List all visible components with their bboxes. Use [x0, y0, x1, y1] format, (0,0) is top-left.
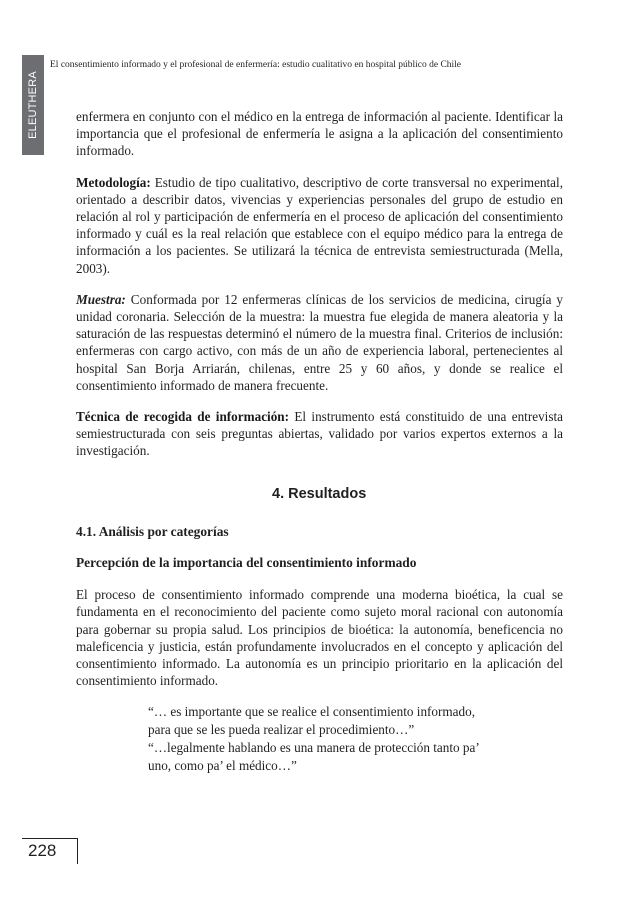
muestra-text: Conformada por 12 enfermeras clínicas de los servicios de medicina, cirugía y unidad coronaria. Selección de la muestra: la muestra fue elegida de manera aleatoria y la saturación de las respuestas determinó el número de la muestra final. Criterios de inclusión: enfermeras con cargo activo, con más de un año de experiencia laboral, pertenecientes al hospital San Borja Arriarán, chilenas, entre 25 y 60 años, y donde se realice el consentimiento informado de manera frecuente. — [76, 291, 563, 393]
metodologia-label: Metodología: — [76, 174, 151, 190]
section-title: 4. Resultados — [272, 485, 367, 502]
quote-line: para que se les pueda realizar el procedimiento…” — [148, 722, 415, 738]
quote-line: “… es importante que se realice el consentimiento informado, — [148, 704, 476, 720]
tecnica-paragraph — [76, 408, 563, 460]
running-head: El consentimiento informado y el profesional de enfermería: estudio cualitativo en hospital público de Chile — [50, 60, 462, 70]
tecnica-label: Técnica de recogida de información: — [76, 409, 290, 425]
quote-line: uno, como pa’ el médico…” — [148, 758, 297, 774]
body-paragraph: El proceso de consentimiento informado comprende una moderna bioética, la cual se fundamenta en el reconocimiento del paciente como sujeto moral racional con autonomía para gobernar su propia salud. Los principios de bioética: la autonomía, beneficencia no maleficencia y justicia, están profundamente involucrados en el concepto y aplicación del consentimiento informado. La autonomía es un principio prioritario en la aplicación del consentimiento informado. — [76, 587, 563, 689]
journal-name-vertical — [22, 55, 44, 155]
quote-line: “…legalmente hablando es una manera de protección tanto pa’ — [148, 740, 480, 756]
metodologia-paragraph — [76, 174, 563, 277]
metodologia-text: Estudio de tipo cualitativo, descriptivo de corte transversal no experimental, orientado a describir datos, vivencias y experiencias personales del grupo de estudio en relación al rol y participación de enfermería en el proceso de aplicación del consentimiento informado y cuál es la real relación que establece con el equipo médico para la entrega de información a los pacientes. Se utilizará la técnica de entrevista semiestructurada (Mella, 2003). — [76, 174, 563, 276]
intro-paragraph: enfermera en conjunto con el médico en la entrega de información al paciente. Identificar la importancia que el profesional de enfermería le asigna a la aplicación del consentimiento informado. — [76, 109, 563, 159]
category-heading: Percepción de la importancia del consentimiento informado — [76, 555, 417, 571]
muestra-paragraph — [76, 291, 563, 394]
subsection-title: 4.1. Análisis por categorías — [76, 523, 229, 539]
journal-name: ELEUTHERA — [27, 71, 39, 139]
page-number: 228 — [28, 841, 57, 860]
page-content — [76, 108, 563, 775]
tecnica-text: El instrumento está constituido de una entrevista semiestructurada con seis preguntas abiertas, validado por varios expertos externos a la investigación. — [76, 409, 563, 459]
muestra-label: Muestra: — [76, 291, 126, 307]
interview-quote — [148, 703, 508, 775]
